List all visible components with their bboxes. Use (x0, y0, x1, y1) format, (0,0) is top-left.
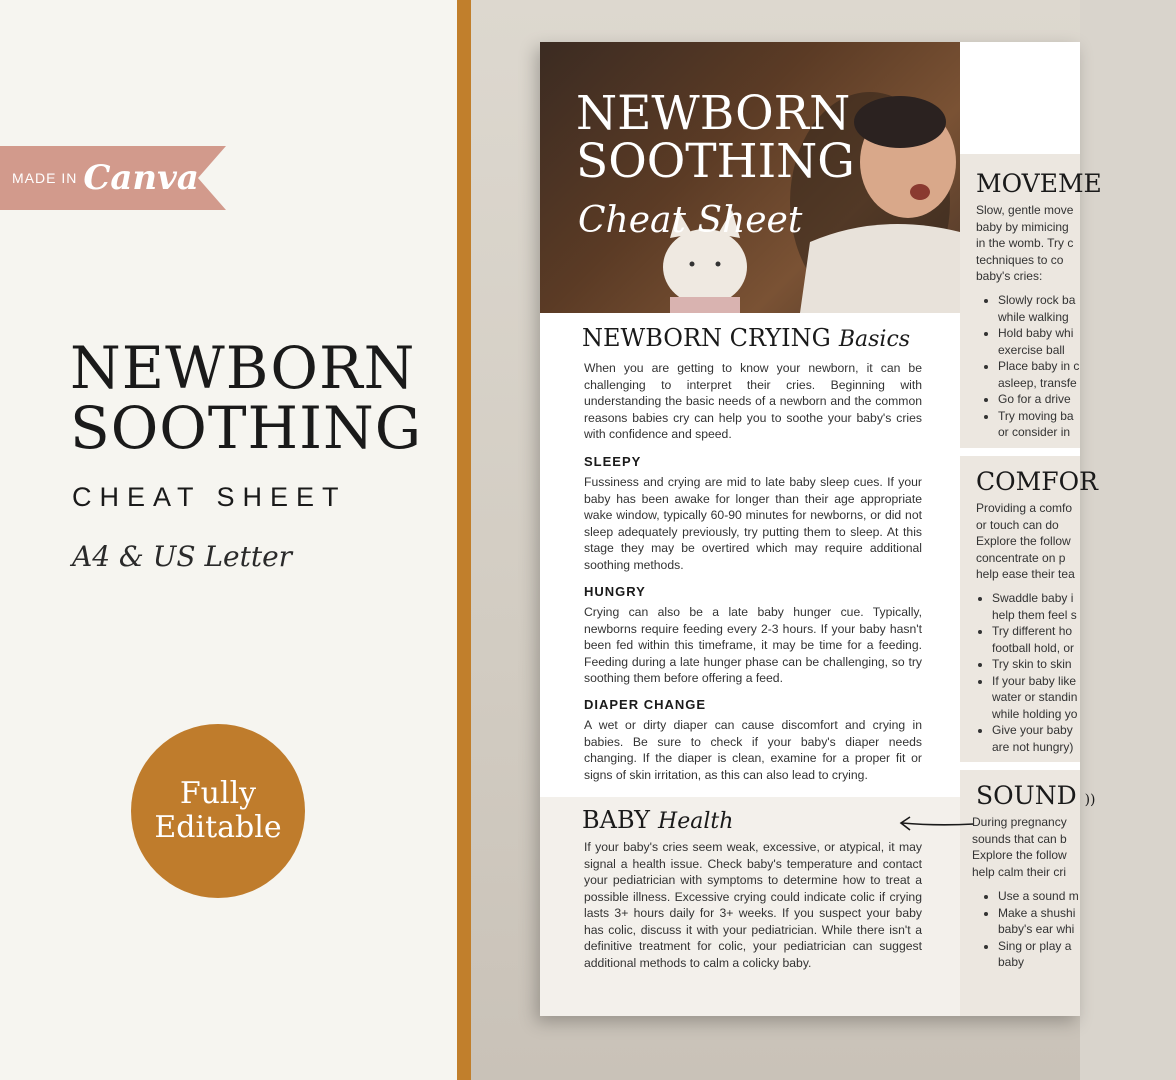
movement-text (976, 202, 1176, 285)
hero-script: Cheat Sheet (578, 200, 803, 241)
sound-waves-icon: )) (1084, 792, 1096, 808)
movement-heading: MOVEME (976, 169, 1102, 198)
movement-line: Slow, gentle move (976, 203, 1074, 217)
sleepy-heading: SLEEPY (584, 454, 642, 469)
crying-script: Basics (838, 327, 911, 352)
list-item: • Place baby in c asleep, transfe (998, 358, 1079, 391)
list-item: • Give your baby are not hungry) (992, 722, 1077, 755)
sound-heading (976, 781, 1096, 810)
health-text: If your baby's cries seem weak, excessive, or atypical, it may signal a health issue. Check baby's temperature and contact your pediatrician with symptoms to determine how to treat a possible illness. Excessive crying could indicate colic if crying lasts 3+ hours daily for 3+ weeks. If you suspect your baby has colic, discuss it with your pediatrician. While there isn't a definitive treatment for colic, your pediatrician can suggest additional methods to calm a colicky baby. (584, 840, 922, 970)
hungry-text: Crying can also be a late baby hunger cue. Typically, newborns require feeding every 2-3 hours. If your baby hasn't been fed within this timeframe, it may be time for a feeding. Feeding during a late hunger phase can be challenging, so try soothing them before offering a feed. (584, 605, 922, 685)
list-item: • If your baby like water or standin while holding yo (992, 673, 1077, 723)
badge-line-2: Editable (154, 810, 282, 845)
sleepy-text: Fussiness and crying are mid to late baby sleep cues. If your baby has been awake for longer than their age appropriate wake window, typically 60-90 minutes for newborns, or did not sleep adequately previously, try putting them to sleep. At this stage they may be overtired which may require additional soothing methods. (584, 475, 922, 572)
list-item: • Try moving ba or consider in (998, 408, 1079, 441)
diaper-heading: DIAPER CHANGE (584, 697, 707, 712)
movement-line: in the womb. Try c (976, 236, 1074, 250)
comfort-heading: COMFOR (976, 467, 1098, 496)
sound-line: Explore the follow (972, 848, 1067, 862)
title-line-2: SOOTHING (70, 394, 423, 462)
list-item: • Make a shushi baby's ear whi (998, 905, 1079, 938)
list-item: • Go for a drive (998, 391, 1079, 408)
title-line-1: NEWBORN (70, 334, 416, 402)
crying-heading (582, 324, 910, 352)
movement-list (976, 292, 1079, 441)
sound-title: SOUND (976, 781, 1077, 810)
hero-title-line-2: SOOTHING (576, 134, 855, 189)
comfort-line: Providing a comfo (976, 501, 1073, 515)
comfort-line: or touch can do (976, 517, 1059, 532)
hero-title (576, 86, 855, 189)
hero-title-line-1: NEWBORN (576, 86, 851, 141)
sound-line: help calm their cri (972, 864, 1067, 879)
health-title: BABY (582, 806, 651, 834)
comfort-list (976, 590, 1077, 755)
side-divider (960, 448, 1080, 456)
movement-line: techniques to co (976, 252, 1064, 267)
product-subtitle: CHEAT SHEET (72, 482, 347, 512)
sound-text (972, 814, 1172, 880)
list-item: • Try skin to skin (992, 656, 1077, 673)
crying-intro: When you are getting to know your newborn, it can be challenging to interpret their cries. Beginning with understanding the basic needs of a newborn and the common reasons babies cry can help you to soothe your baby's cries with confidence and speed. (584, 361, 922, 441)
canva-logo: Canva (83, 158, 199, 198)
sound-list (976, 888, 1079, 971)
product-title (70, 334, 423, 462)
sound-line: sounds that can b (972, 831, 1067, 846)
sound-line: During pregnancy (972, 815, 1067, 829)
movement-line: baby's cries: (976, 269, 1043, 283)
gold-divider (457, 0, 471, 1080)
hero-photo (540, 42, 960, 313)
comfort-text (976, 500, 1176, 583)
cheat-sheet-document (540, 42, 1102, 1016)
health-script: Health (658, 809, 734, 834)
list-item: • Slowly rock ba while walking (998, 292, 1079, 325)
comfort-line: help ease their tea (976, 567, 1075, 581)
movement-line: baby by mimicing (976, 219, 1069, 234)
comfort-line: concentrate on p (976, 550, 1066, 565)
made-in-canva-ribbon (0, 146, 226, 210)
list-item: • Use a sound m (998, 888, 1079, 905)
health-heading (582, 806, 733, 834)
badge-line-1: Fully (179, 776, 257, 811)
hungry-heading: HUNGRY (584, 584, 646, 599)
side-divider (960, 762, 1080, 770)
diaper-text: A wet or dirty diaper can cause discomfort and crying in babies. Be sure to check if your baby's diaper needs changing. If the diaper is clean, examine for a proper fit or signs of skin irritation, as this can also lead to crying. (584, 718, 922, 782)
paper-size-label: A4 & US Letter (72, 540, 293, 573)
comfort-line: Explore the follow (976, 534, 1071, 548)
list-item: • Hold baby whi exercise ball (998, 325, 1079, 358)
crying-title: NEWBORN CRYING (582, 324, 831, 352)
made-in-label: MADE IN (12, 170, 78, 186)
list-item: • Try different ho football hold, or (992, 623, 1077, 656)
fully-editable-badge (131, 724, 305, 898)
list-item: • Sing or play a baby (998, 938, 1079, 971)
arrow-icon (896, 814, 976, 834)
list-item: • Swaddle baby i help them feel s (992, 590, 1077, 623)
